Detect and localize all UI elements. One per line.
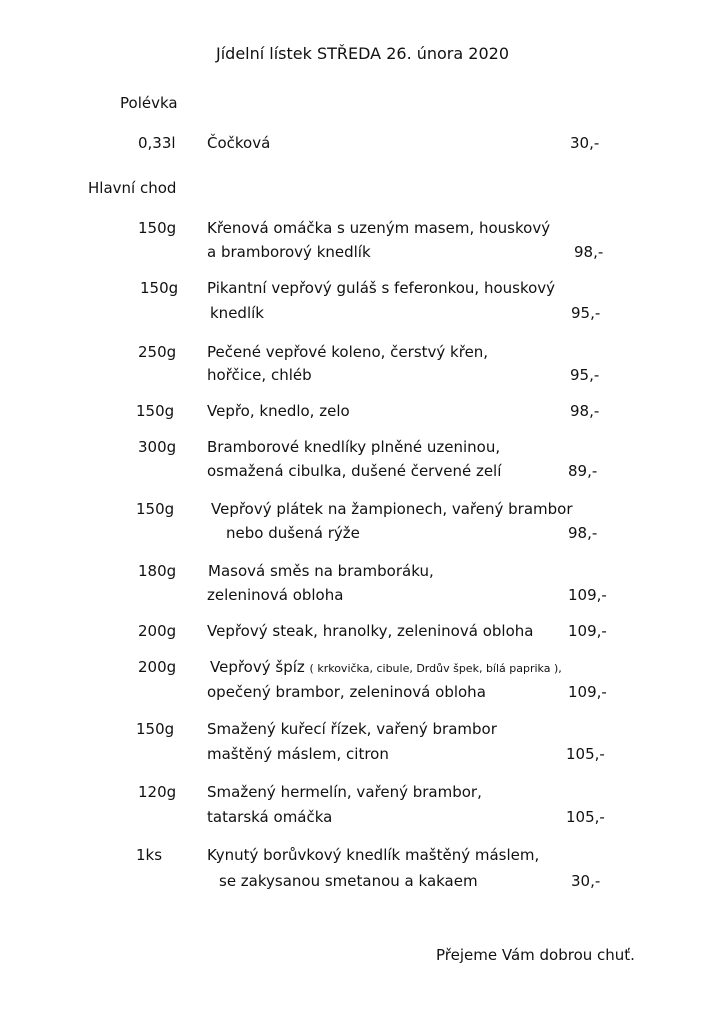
- item-price: 109,-: [568, 622, 607, 640]
- item-qty: 150g: [136, 500, 175, 518]
- item-line2: opečený brambor, zeleninová obloha: [207, 683, 486, 701]
- item-line1: Smažený hermelín, vařený brambor,: [207, 783, 482, 801]
- item-qty: 180g: [138, 562, 177, 580]
- item-qty: 250g: [138, 343, 177, 361]
- soup-price: 30,-: [570, 134, 600, 152]
- item-line1: [210, 658, 562, 676]
- item-qty: 200g: [138, 658, 177, 676]
- item-price: 95,-: [570, 366, 600, 384]
- item-line2: hořčice, chléb: [207, 366, 312, 384]
- item-line2: a bramborový knedlík: [207, 243, 371, 261]
- item-price: 30,-: [571, 872, 601, 890]
- item-line2: se zakysanou smetanou a kakaem: [219, 872, 478, 890]
- item-qty: 150g: [138, 219, 177, 237]
- item-qty: 150g: [136, 720, 175, 738]
- item-line2: maštěný máslem, citron: [207, 745, 389, 763]
- item-line2: knedlík: [210, 304, 264, 322]
- soup-qty: 0,33l: [138, 134, 176, 152]
- item-price: 98,-: [574, 243, 604, 261]
- item-qty: 120g: [138, 783, 177, 801]
- menu-title: Jídelní lístek STŘEDA 26. února 2020: [216, 44, 509, 63]
- item-line1: Bramborové knedlíky plněné uzeninou,: [207, 438, 501, 456]
- soup-name: Čočková: [207, 134, 271, 152]
- item-line1: Vepřový steak, hranolky, zeleninová obloha: [207, 622, 534, 640]
- item-line1: Vepřový plátek na žampionech, vařený brambor: [211, 500, 573, 518]
- item-qty: 150g: [136, 402, 175, 420]
- item-qty: 1ks: [136, 846, 163, 864]
- main-heading: Hlavní chod: [88, 179, 177, 197]
- item-qty: 200g: [138, 622, 177, 640]
- item-price: 89,-: [568, 462, 598, 480]
- item-qty: 150g: [140, 279, 179, 297]
- item-line2: tatarská omáčka: [207, 808, 333, 826]
- item-line2: zeleninová obloha: [207, 586, 344, 604]
- item-price: 109,-: [568, 586, 607, 604]
- item-price: 109,-: [568, 683, 607, 701]
- item-qty: 300g: [138, 438, 177, 456]
- item-line1: Pikantní vepřový guláš s feferonkou, houskový: [207, 279, 556, 297]
- item-line1: Masová směs na bramboráku,: [208, 562, 434, 580]
- item-price: 98,-: [568, 524, 598, 542]
- item-line1: Smažený kuřecí řízek, vařený brambor: [207, 720, 497, 738]
- item-line1: Vepřo, knedlo, zelo: [207, 402, 350, 420]
- item-price: 98,-: [570, 402, 600, 420]
- item-line2: osmažená cibulka, dušené červené zelí: [207, 462, 502, 480]
- item-line1: Kynutý borůvkový knedlík maštěný máslem,: [207, 846, 540, 864]
- footer-wish: Přejeme Vám dobrou chuť.: [436, 946, 635, 964]
- item-line1: Křenová omáčka s uzeným masem, houskový: [207, 219, 551, 237]
- soup-heading: Polévka: [120, 94, 178, 112]
- item-line1-detail: ( krkovička, cibule, Drdův špek, bílá paprika ),: [309, 662, 562, 675]
- item-price: 105,-: [566, 808, 605, 826]
- item-line1-main: Vepřový špíz: [210, 658, 305, 676]
- item-line2: nebo dušená rýže: [226, 524, 360, 542]
- item-price: 105,-: [566, 745, 605, 763]
- item-price: 95,-: [571, 304, 601, 322]
- item-line1: Pečené vepřové koleno, čerstvý křen,: [207, 343, 489, 361]
